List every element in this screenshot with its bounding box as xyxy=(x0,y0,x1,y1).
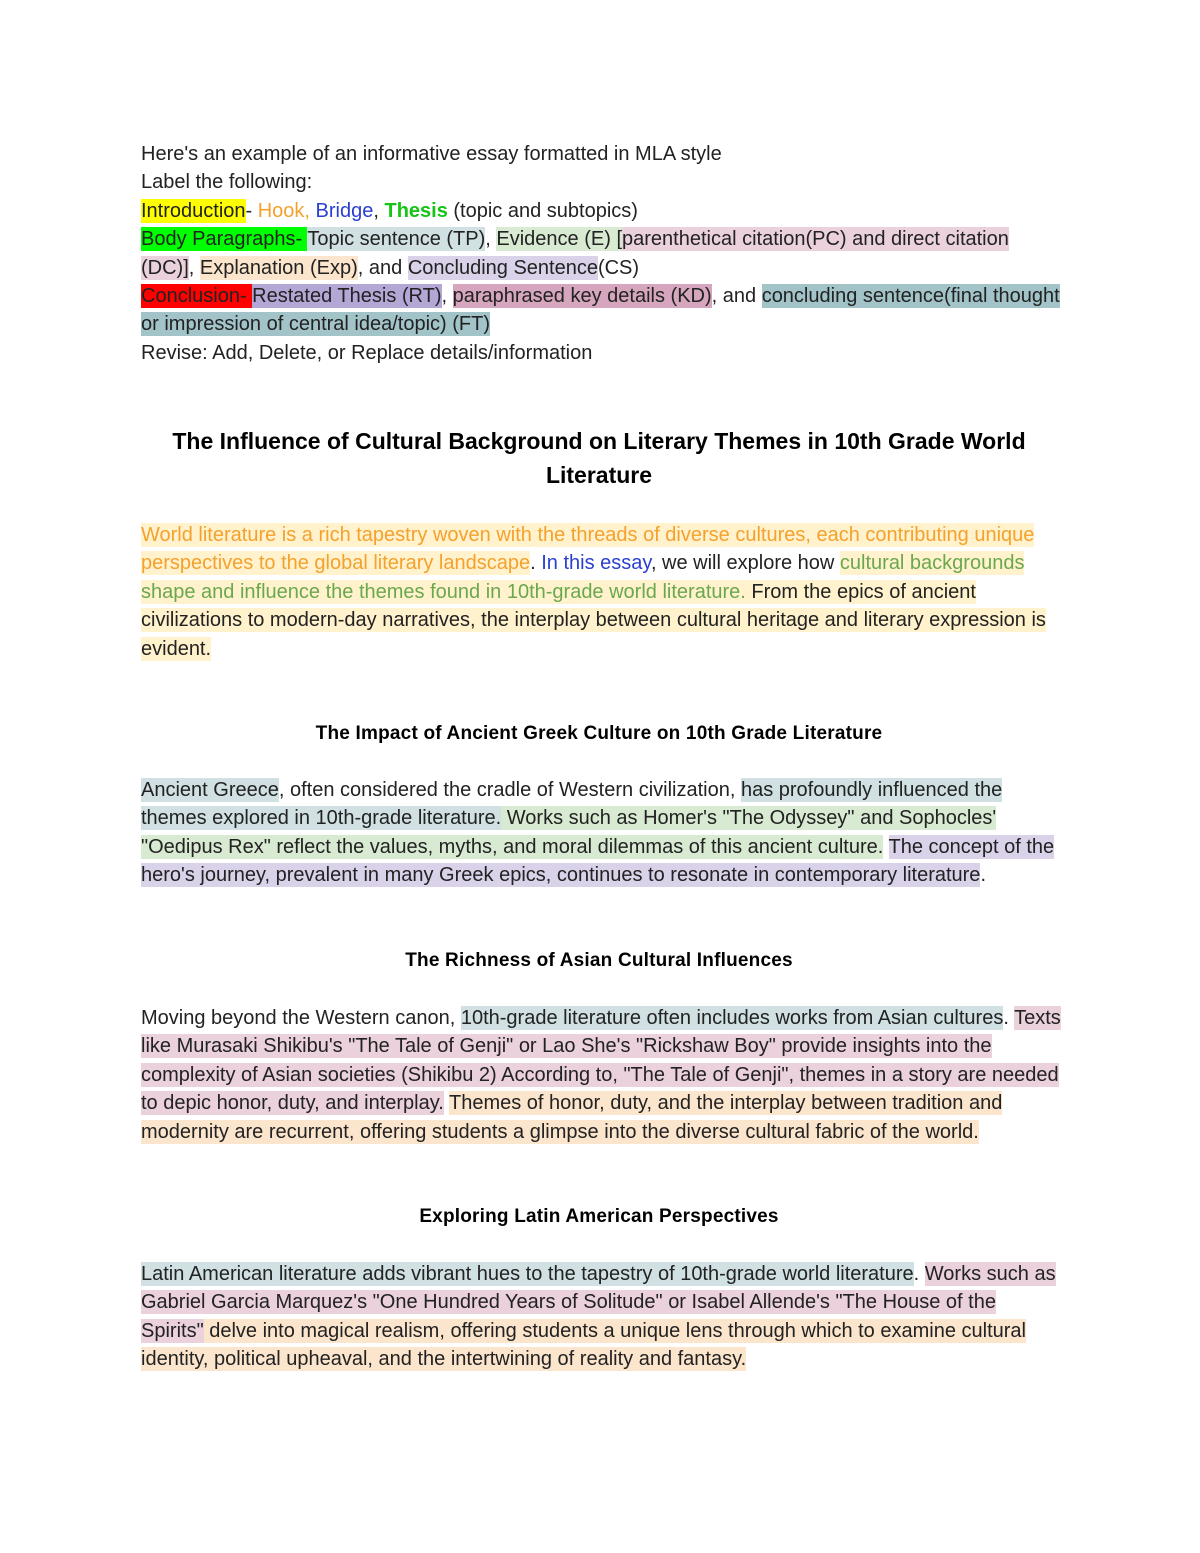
label-key-segment: , and xyxy=(357,256,408,279)
essay-title: The Influence of Cultural Background on Literary Themes in 10th Grade World Literature xyxy=(172,428,1026,488)
label-key-segment: concluding sentence(final thought or impression of central idea/topic) (FT) xyxy=(141,285,1060,336)
section-heading-latin-american: Exploring Latin American Perspectives xyxy=(419,1206,779,1227)
paragraph-segment: . xyxy=(1003,1007,1015,1029)
paragraph-segment: Works such as Gabriel Garcia Marquez's "One Hundred Years of Solitude" or Isabel Allende's "The House of the Spirits" xyxy=(141,1263,1056,1342)
label-key-segment: Body Paragraphs- xyxy=(141,228,308,251)
paragraph-segment: . xyxy=(980,864,986,887)
label-key-segment: parenthetical citation(PC) and direct citation (DC)] xyxy=(141,228,1009,279)
label-key-conclusion xyxy=(141,282,1061,339)
body-paragraph-greek xyxy=(141,776,1061,890)
label-key-introduction xyxy=(141,197,1061,225)
paragraph-segment: 10th-grade literature often includes works from Asian cultures xyxy=(460,1007,1004,1029)
paragraph-segment: From the epics of ancient civilizations to modern-day narratives, the interplay between cultural heritage and literary expression is evident. xyxy=(141,580,1046,660)
paragraph-segment: . xyxy=(913,1263,925,1285)
paragraph-text xyxy=(141,776,1061,890)
body-paragraph-asian xyxy=(141,1004,1061,1146)
label-key-segment: , xyxy=(485,228,497,251)
paragraph-segment: Works such as Homer's "The Odyssey" and Sophocles' "Oedipus Rex" reflect the values, myths, and moral dilemmas of this ancient culture. xyxy=(141,807,997,858)
label-key-segment: , xyxy=(188,256,200,279)
label-key-segment: Thesis xyxy=(384,199,448,222)
paragraph-text xyxy=(141,521,1061,663)
label-key-segment: Evidence (E) [ xyxy=(496,228,622,251)
paragraph-segment: . xyxy=(530,552,542,575)
paragraph-segment xyxy=(883,835,888,859)
label-key-segment: Introduction xyxy=(141,199,246,222)
paragraph-segment: Moving beyond the Western canon, xyxy=(141,1007,461,1029)
paragraph-text xyxy=(141,1004,1061,1146)
paragraph-segment: Ancient Greece xyxy=(141,779,279,801)
label-key-segment: , xyxy=(373,199,385,222)
section-heading-asian: The Richness of Asian Cultural Influences xyxy=(405,950,793,971)
paragraph-segment: In this essay xyxy=(541,552,651,575)
label-key-segment: (CS) xyxy=(597,256,640,279)
label-key-segment: paraphrased key details (KD) xyxy=(452,285,712,308)
instructions-line-1: Here's an example of an informative essay formatted in MLA style xyxy=(141,143,722,165)
section-heading-greek: The Impact of Ancient Greek Culture on 10th Grade Literature xyxy=(315,723,883,744)
paragraph-segment: Texts like Murasaki Shikibu's "The Tale of Genji" or Lao She's "Rickshaw Boy" provide insights into the complexity of Asian societies (Shikibu 2) According to, "The Tale of Genji", themes in a story are needed to depic honor, duty, and interplay. xyxy=(141,1007,1061,1115)
paragraph-segment: Latin American literature adds vibrant hues to the tapestry of 10th-grade world literature xyxy=(141,1263,914,1285)
instructions-revise-line: Revise: Add, Delete, or Replace details/information xyxy=(141,341,593,364)
paragraph-segment: delve into magical realism, offering students a unique lens through which to examine cultural identity, political upheaval, and the intertwining of reality and fantasy. xyxy=(141,1319,1026,1371)
label-key-segment: Conclusion- xyxy=(141,285,253,308)
label-key-segment: Hook, xyxy=(257,199,316,222)
paragraph-segment: has profoundly influenced the themes explored in 10th-grade literature. xyxy=(141,779,1003,830)
label-key-segment: , and xyxy=(711,285,762,308)
paragraph-segment: Themes of honor, duty, and the interplay between tradition and modernity are recurrent, offering students a glimpse into the diverse cultural fabric of the world. xyxy=(141,1092,1003,1143)
label-key-segment: , xyxy=(441,285,453,308)
paragraph-segment: World literature is a rich tapestry woven with the threads of diverse cultures, each contributing unique perspectives to the global literary landscape xyxy=(141,524,1035,575)
label-key-segment: Concluding Sentence xyxy=(407,256,598,279)
label-key-body-paragraphs xyxy=(141,225,1061,282)
label-key-segment: Topic sentence (TP) xyxy=(307,228,486,251)
paragraph-segment: , often considered the cradle of Western civilization, xyxy=(278,779,741,801)
label-key-segment: Explanation (Exp) xyxy=(199,256,358,279)
label-key-segment: Bridge xyxy=(315,199,374,222)
label-key-segment: Restated Thesis (RT) xyxy=(252,285,442,308)
paragraph-segment: The concept of the hero's journey, prevalent in many Greek epics, continues to resonate in contemporary literature xyxy=(141,835,1055,887)
paragraph-segment: , we will explore how xyxy=(650,552,840,575)
instructions-line-2: Label the following: xyxy=(141,171,313,194)
body-paragraph-latin-american xyxy=(141,1260,1061,1374)
label-key-segment: - xyxy=(245,199,258,222)
intro-paragraph xyxy=(141,521,1061,663)
instructions-block xyxy=(141,140,1061,367)
paragraph-text xyxy=(141,1260,1061,1374)
paragraph-segment: cultural backgrounds shape and influence the themes found in 10th-grade world literature. xyxy=(141,552,1025,603)
label-key-segment: (topic and subtopics) xyxy=(447,199,638,222)
